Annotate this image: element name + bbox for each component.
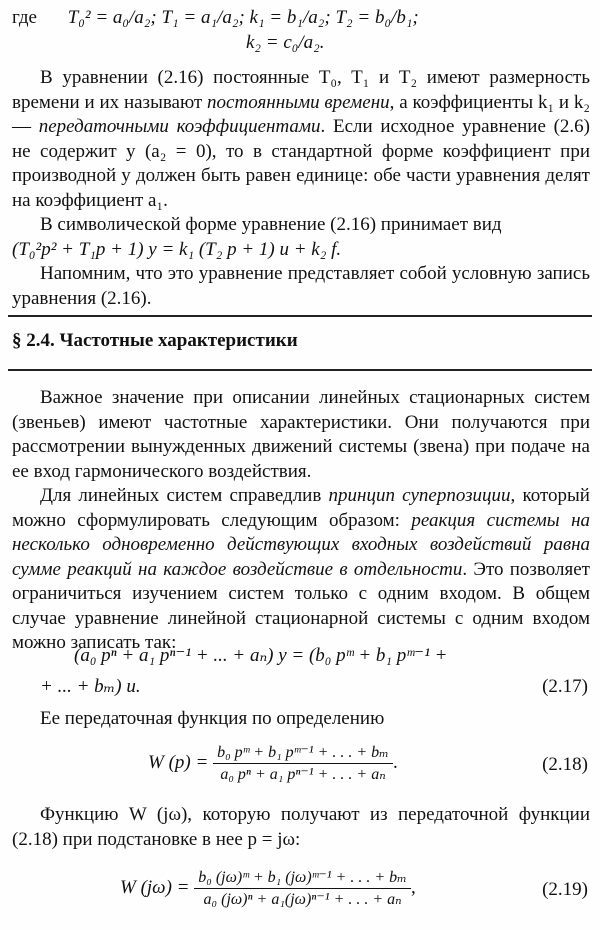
equation-2-17-number: (2.17) xyxy=(542,676,588,697)
para1-italic-b: передаточными коэффициентами xyxy=(38,116,321,137)
para4-text: Важное значение при описании линейных стационарных систем (звеньев) имеют частотные характеристики. Они получаются при рассмотрении вынужденных движений системы (звена) при подаче на ее вход гармонического воздействия. xyxy=(12,387,590,482)
section-rule-top xyxy=(8,315,592,317)
para7-text: Функцию W (jω), которую получают из передаточной функции (2.18) при подстановке в нее p = jω: xyxy=(12,804,590,850)
para2-text: В символической форме уравнение (2.16) принимает вид xyxy=(40,214,502,235)
para3-text: Напомним, что это уравнение представляет собой условную запись уравнения (2.16). xyxy=(12,263,590,309)
para1-text-c: . Если исходное уравнение (2.6) не содержит y (a₂ = 0), то в стандартной форме коэффициент при производной y должен быть равен единице: обе части уравнения делят на коэффициент a₁. xyxy=(12,116,590,211)
definitions-prefix: где xyxy=(12,7,37,28)
equation-2-19-fraction xyxy=(194,868,411,909)
section-rule-bottom xyxy=(8,369,592,371)
equation-2-17-line-2: + ... + bₘ) u. xyxy=(40,676,141,697)
equation-2-18-fraction xyxy=(213,743,393,784)
equation-2-19-lhs: W (jω) = xyxy=(120,876,190,898)
para1-text-b: , а коэффициенты k₁ и k₂ — xyxy=(12,91,591,137)
para1-text-a: В уравнении (2.16) постоянные T₀, T₁ и T₂ имеют размерность времени и их называют xyxy=(12,67,590,113)
paragraph-transfer-function xyxy=(12,707,590,732)
para5-italic-b: реакция системы на несколько одновременно действующих входных воздействий равна сумме реакций на каждое воздействие в отдельности xyxy=(12,509,590,580)
definitions-formula-1: T₀² = a₀/a₂; T₁ = a₁/a₂; k₁ = b₁/a₂; T₂ = b₀/b₁; xyxy=(67,7,419,28)
para5-text-b: , который можно сформулировать следующим образом: xyxy=(12,485,590,531)
equation-2-19 xyxy=(120,868,416,909)
equation-2-19-tail: , xyxy=(410,876,416,898)
para5-italic-a: принцип суперпозиции xyxy=(328,485,511,506)
para5-text-c: . Это позволяет ограничиться изучением систем только с одним входом. В общем случае уравнение линейной стационарной системы с одним входом можно записать так: xyxy=(12,558,590,653)
paragraph-frequency-intro xyxy=(12,386,590,656)
para6-text: Ее передаточная функция по определению xyxy=(40,708,385,729)
equation-2-18-number: (2.18) xyxy=(542,754,588,775)
para5-text-a: Для линейных систем справедлив xyxy=(40,485,329,506)
equation-2-17-line-1: (a₀ pⁿ + a₁ pⁿ⁻¹ + ... + aₙ) y = (b₀ pᵐ + b₁ pᵐ⁻¹ + xyxy=(74,645,448,666)
section-heading: § 2.4. Частотные характеристики xyxy=(12,330,298,351)
equation-2-19-number: (2.19) xyxy=(542,879,588,900)
definitions-formula-2: k₂ = c₀/a₂. xyxy=(246,32,325,53)
paragraph-time-constants xyxy=(12,66,590,311)
equation-2-18-denominator: a₀ pⁿ + a₁ pⁿ⁻¹ + . . . + aₙ xyxy=(220,766,386,783)
paragraph-frequency-function xyxy=(12,803,590,852)
equation-2-18 xyxy=(148,743,398,784)
equation-2-18-tail: . xyxy=(392,751,398,773)
para1-italic-a: постоянными времени xyxy=(207,91,390,113)
equation-2-19-numerator: b₀ (jω)ᵐ + b₁ (jω)ᵐ⁻¹ + . . . + bₘ xyxy=(194,868,411,889)
para2-formula: (T₀²p² + T₁p + 1) y = k₁ (T₂ p + 1) u + k₂ f. xyxy=(12,238,342,260)
equation-2-18-lhs: W (p) = xyxy=(148,751,209,773)
equation-2-18-numerator: b₀ pᵐ + b₁ pᵐ⁻¹ + . . . + bₘ xyxy=(213,743,393,764)
definitions-line-1 xyxy=(12,6,419,31)
equation-2-19-denominator: a₀ (jω)ⁿ + a₁(jω)ⁿ⁻¹ + . . . + aₙ xyxy=(203,891,402,908)
